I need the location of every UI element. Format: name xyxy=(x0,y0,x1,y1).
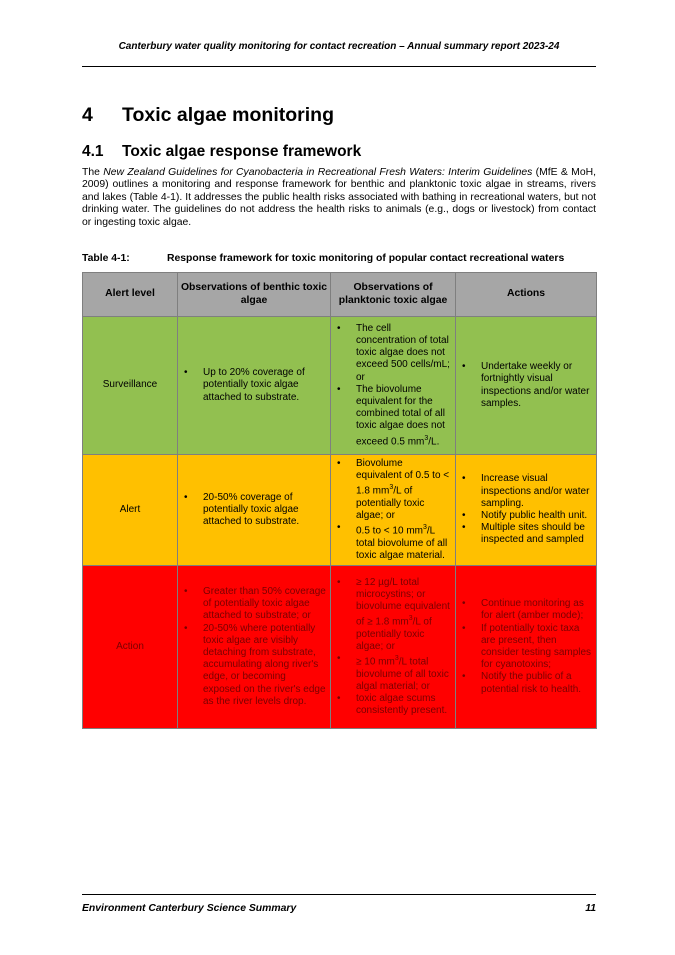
list-item: • Biovolume equivalent of 0.5 to < 1.8 $mm^3/L$ of potentially toxic algae; or xyxy=(356,458,451,522)
page-number: 11 xyxy=(585,903,596,914)
list-item: • toxic algae scums consistently present. xyxy=(356,693,451,717)
alert-level-cell: Surveillance xyxy=(83,317,178,455)
subsection-number: 4.1 xyxy=(82,143,104,160)
alert-level-cell: Action xyxy=(83,566,178,729)
planktonic-cell xyxy=(331,317,456,455)
col-header-alert-level: Alert level xyxy=(83,273,178,317)
alert-level-cell: Alert xyxy=(83,455,178,566)
list-item: • Up to 20% coverage of potentially toxic algae attached to substrate. xyxy=(203,367,326,404)
list-item: • Notify public health unit. xyxy=(481,510,592,522)
planktonic-cell xyxy=(331,455,456,566)
subsection-heading xyxy=(82,143,361,161)
benthic-cell xyxy=(178,455,331,566)
col-header-actions: Actions xyxy=(456,273,597,317)
table-number: Table 4-1: xyxy=(82,253,130,264)
section-number: 4 xyxy=(82,104,93,126)
paragraph-text: The xyxy=(82,167,104,178)
col-header-planktonic: Observations of planktonic toxic algae xyxy=(331,273,456,317)
subsection-title: Toxic algae response framework xyxy=(122,143,362,160)
list-item: • 20-50% where potentially toxic algae are visibly detaching from substrate, accumulating along river's edge, or becoming exposed on the river's edge as the river levels drop. xyxy=(203,623,326,708)
list-item: • 0.5 to < 10 $mm^3/L$ total biovolume of all toxic algae material. xyxy=(356,522,451,562)
table-header-row xyxy=(83,273,597,317)
list-item: • Multiple sites should be inspected and sampled xyxy=(481,522,592,546)
table-title: Response framework for toxic monitoring of popular contact recreational waters xyxy=(167,253,565,264)
benthic-cell xyxy=(178,566,331,729)
table-row-alert xyxy=(83,455,597,566)
section-heading xyxy=(82,104,334,127)
guideline-title: New Zealand Guidelines for Cyanobacteria in Recreational Fresh Waters: Interim Guidelines xyxy=(103,167,533,178)
benthic-cell xyxy=(178,317,331,455)
list-item: • ≥ 10 $mm^3/L$ total biovolume of all toxic algal material; or xyxy=(356,653,451,693)
list-item: • Greater than 50% coverage of potentially toxic algae attached to substrate; or xyxy=(203,586,326,623)
section-title: Toxic algae monitoring xyxy=(122,104,334,126)
paragraph-text: (MfE & MoH, 2009) outlines a monitoring and response framework for benthic and planktonic toxic algae in streams, rivers and lakes (Table 4-1). It addresses the public health risks associated with bathing in recreational waters, but not drinking water. The guidelines do not address the health risks to animals (e.g., dogs or livestock) from contact or ingesting toxic algae. xyxy=(82,167,596,228)
list-item: • If potentially toxic taxa are present, then consider testing samples for cyanotoxins; xyxy=(481,623,592,672)
table-row-action xyxy=(83,566,597,729)
list-item: • 20-50% coverage of potentially toxic algae attached to substrate. xyxy=(203,492,326,529)
list-item: • Continue monitoring as for alert (amber mode); xyxy=(481,598,592,622)
list-item: • Notify the public of a potential risk to health. xyxy=(481,671,592,695)
planktonic-cell xyxy=(331,566,456,729)
response-framework-table xyxy=(82,272,597,729)
running-header: Canterbury water quality monitoring for contact recreation – Annual summary report 2023-24 xyxy=(118,41,560,52)
table-caption xyxy=(82,253,564,264)
actions-cell xyxy=(456,455,597,566)
intro-paragraph xyxy=(82,167,596,229)
list-item: • The cell concentration of total toxic algae does not exceed 500 cells/mL; or xyxy=(356,323,451,384)
list-item: • The biovolume equivalent for the combined total of all toxic algae does not exceed 0.5 $mm^3/L$. xyxy=(356,384,451,448)
list-item: • Increase visual inspections and/or water sampling. xyxy=(481,473,592,510)
actions-cell xyxy=(456,317,597,455)
header-rule xyxy=(82,66,596,67)
table-row-surveillance xyxy=(83,317,597,455)
footer-rule xyxy=(82,894,596,895)
col-header-benthic: Observations of benthic toxic algae xyxy=(178,273,331,317)
list-item: • ≥ 12 µg/L total microcystins; or biovolume equivalent of ≥ 1.8 $mm^3/L$ of potentially toxic algae; or xyxy=(356,577,451,654)
list-item: • Undertake weekly or fortnightly visual inspections and/or water samples. xyxy=(481,361,592,410)
actions-cell xyxy=(456,566,597,729)
footer-title: Environment Canterbury Science Summary xyxy=(82,903,297,914)
